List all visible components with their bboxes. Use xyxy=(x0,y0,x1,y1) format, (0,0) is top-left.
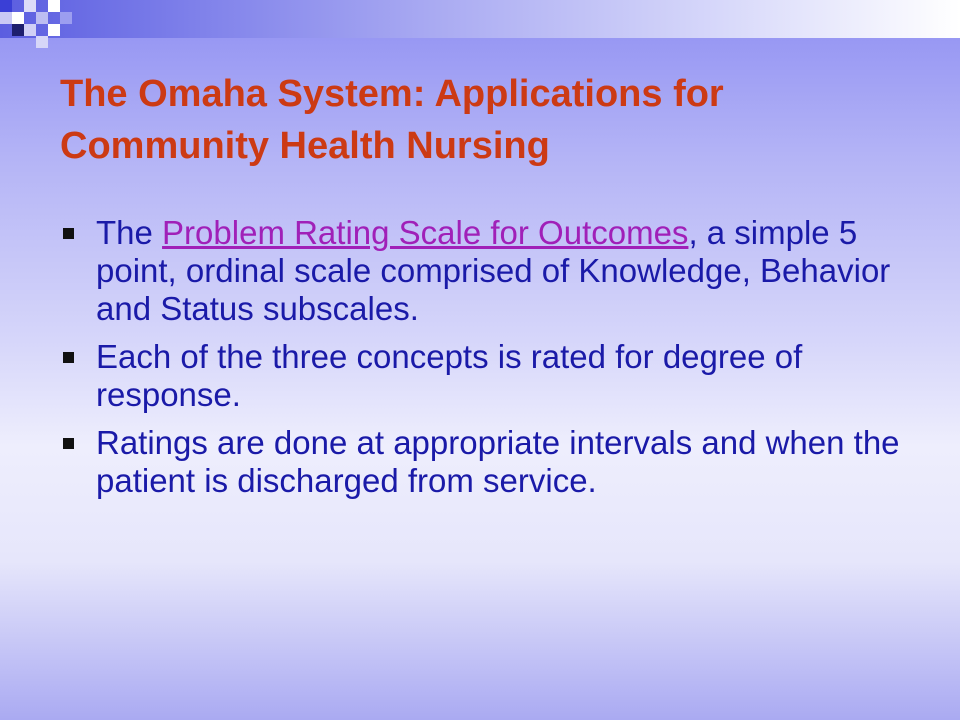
bullet-text-prefix: The xyxy=(96,214,163,251)
bullet-text-suffix: , a simple 5 point, ordinal scale comprised of Knowledge, Behavior and Status subscales. xyxy=(96,214,891,327)
bullet-list xyxy=(60,214,920,510)
square-bullet-icon xyxy=(63,352,74,363)
bullet-text: Each of the three concepts is rated for degree of response. xyxy=(96,338,803,413)
bullet-text: Ratings are done at appropriate intervals and when the patient is discharged from service. xyxy=(96,424,900,499)
header-gradient-bar xyxy=(0,0,960,38)
slide-title: The Omaha System: Applications for Community Health Nursing xyxy=(60,73,724,167)
square-bullet-icon xyxy=(63,438,74,449)
bullet-item xyxy=(60,214,920,328)
bullet-item xyxy=(60,338,920,414)
problem-rating-scale-link[interactable]: Problem Rating Scale for Outcomes xyxy=(162,214,689,251)
square-bullet-icon xyxy=(63,228,74,239)
bullet-item xyxy=(60,424,920,500)
